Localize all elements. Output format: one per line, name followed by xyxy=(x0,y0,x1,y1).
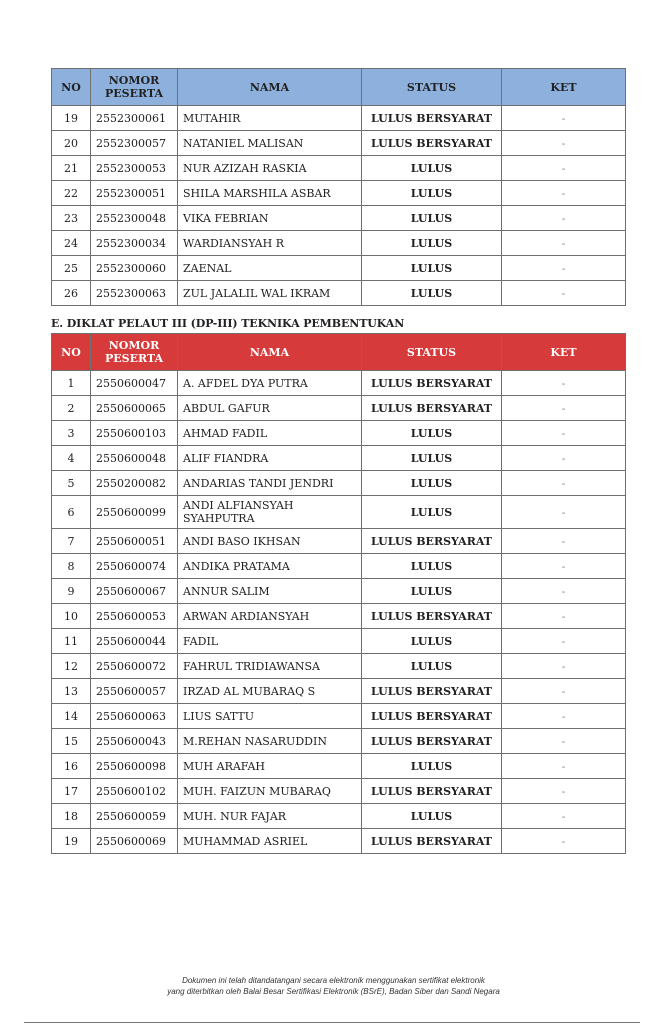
cell-status: LULUS xyxy=(362,804,502,829)
cell-nomor-peserta: 2550600047 xyxy=(91,371,178,396)
cell-no: 11 xyxy=(52,629,91,654)
cell-status: LULUS xyxy=(362,421,502,446)
cell-ket: - xyxy=(502,106,626,131)
cell-nama: LIUS SATTU xyxy=(178,704,362,729)
header-nomor-peserta xyxy=(91,69,178,106)
cell-nomor-peserta: 2550600059 xyxy=(91,804,178,829)
table-row xyxy=(52,554,626,579)
header-nomor-line2: PESERTA xyxy=(104,352,164,365)
cell-nomor-peserta: 2550600043 xyxy=(91,729,178,754)
cell-ket: - xyxy=(502,421,626,446)
cell-no: 1 xyxy=(52,371,91,396)
cell-no: 22 xyxy=(52,181,91,206)
cell-nama: M.REHAN NASARUDDIN xyxy=(178,729,362,754)
header-nomor-line1: NOMOR xyxy=(108,74,160,87)
cell-no: 13 xyxy=(52,679,91,704)
cell-nomor-peserta: 2552300053 xyxy=(91,156,178,181)
cell-nama: ABDUL GAFUR xyxy=(178,396,362,421)
cell-nama: NATANIEL MALISAN xyxy=(178,131,362,156)
cell-ket: - xyxy=(502,704,626,729)
cell-no: 24 xyxy=(52,231,91,256)
cell-nama: AHMAD FADIL xyxy=(178,421,362,446)
cell-nama: ANDARIAS TANDI JENDRI xyxy=(178,471,362,496)
cell-nama: ANDI BASO IKHSAN xyxy=(178,529,362,554)
cell-nomor-peserta: 2552300051 xyxy=(91,181,178,206)
table-row xyxy=(52,371,626,396)
cell-status: LULUS xyxy=(362,754,502,779)
cell-no: 8 xyxy=(52,554,91,579)
table-body xyxy=(52,371,626,854)
cell-status: LULUS BERSYARAT xyxy=(362,396,502,421)
cell-nama: ANDIKA PRATAMA xyxy=(178,554,362,579)
cell-nama: VIKA FEBRIAN xyxy=(178,206,362,231)
cell-status: LULUS xyxy=(362,181,502,206)
cell-status: LULUS BERSYARAT xyxy=(362,704,502,729)
cell-no: 10 xyxy=(52,604,91,629)
cell-no: 14 xyxy=(52,704,91,729)
cell-ket: - xyxy=(502,754,626,779)
cell-nama: MUH. FAIZUN MUBARAQ xyxy=(178,779,362,804)
header-no: NO xyxy=(52,334,91,371)
table-row xyxy=(52,206,626,231)
cell-nomor-peserta: 2550600072 xyxy=(91,654,178,679)
cell-nama: ANNUR SALIM xyxy=(178,579,362,604)
cell-nomor-peserta: 2550600063 xyxy=(91,704,178,729)
cell-status: LULUS xyxy=(362,156,502,181)
cell-nama: ARWAN ARDIANSYAH xyxy=(178,604,362,629)
cell-ket: - xyxy=(502,496,626,529)
cell-no: 19 xyxy=(52,829,91,854)
cell-ket: - xyxy=(502,446,626,471)
header-ket: KET xyxy=(502,69,626,106)
cell-nomor-peserta: 2550600099 xyxy=(91,496,178,529)
cell-no: 9 xyxy=(52,579,91,604)
cell-status: LULUS xyxy=(362,629,502,654)
cell-nomor-peserta: 2550600098 xyxy=(91,754,178,779)
table-row xyxy=(52,804,626,829)
cell-nama: FAHRUL TRIDIAWANSA xyxy=(178,654,362,679)
cell-status: LULUS BERSYARAT xyxy=(362,779,502,804)
cell-ket: - xyxy=(502,679,626,704)
table-row xyxy=(52,529,626,554)
table-row xyxy=(52,579,626,604)
cell-nomor-peserta: 2550200082 xyxy=(91,471,178,496)
cell-status: LULUS BERSYARAT xyxy=(362,604,502,629)
table-row xyxy=(52,396,626,421)
cell-status: LULUS xyxy=(362,446,502,471)
cell-nomor-peserta: 2552300063 xyxy=(91,281,178,306)
cell-status: LULUS xyxy=(362,554,502,579)
cell-ket: - xyxy=(502,654,626,679)
cell-nama: SHILA MARSHILA ASBAR xyxy=(178,181,362,206)
table-header-row xyxy=(52,334,626,371)
cell-no: 26 xyxy=(52,281,91,306)
header-nama: NAMA xyxy=(178,69,362,106)
cell-status: LULUS BERSYARAT xyxy=(362,679,502,704)
header-nomor-line2: PESERTA xyxy=(104,87,164,100)
cell-status: LULUS xyxy=(362,256,502,281)
cell-nama: MUHAMMAD ASRIEL xyxy=(178,829,362,854)
cell-ket: - xyxy=(502,181,626,206)
cell-nomor-peserta: 2550600102 xyxy=(91,779,178,804)
header-nomor-line1: NOMOR xyxy=(108,339,160,352)
table-row xyxy=(52,471,626,496)
cell-ket: - xyxy=(502,579,626,604)
table-row xyxy=(52,231,626,256)
cell-nama: FADIL xyxy=(178,629,362,654)
cell-ket: - xyxy=(502,156,626,181)
table-row xyxy=(52,679,626,704)
cell-status: LULUS BERSYARAT xyxy=(362,131,502,156)
cell-status: LULUS xyxy=(362,496,502,529)
table-row xyxy=(52,156,626,181)
cell-ket: - xyxy=(502,554,626,579)
header-no: NO xyxy=(52,69,91,106)
cell-no: 17 xyxy=(52,779,91,804)
cell-nomor-peserta: 2552300057 xyxy=(91,131,178,156)
cell-nomor-peserta: 2550600048 xyxy=(91,446,178,471)
table-row xyxy=(52,754,626,779)
cell-status: LULUS xyxy=(362,206,502,231)
cell-ket: - xyxy=(502,371,626,396)
cell-status: LULUS BERSYARAT xyxy=(362,529,502,554)
cell-no: 4 xyxy=(52,446,91,471)
table-header-row xyxy=(52,69,626,106)
cell-no: 21 xyxy=(52,156,91,181)
cell-nama: WARDIANSYAH R xyxy=(178,231,362,256)
cell-nomor-peserta: 2550600053 xyxy=(91,604,178,629)
cell-status: LULUS xyxy=(362,471,502,496)
cell-nomor-peserta: 2550600057 xyxy=(91,679,178,704)
cell-status: LULUS xyxy=(362,654,502,679)
results-table-continued xyxy=(51,68,626,306)
table-row xyxy=(52,704,626,729)
header-ket: KET xyxy=(502,334,626,371)
cell-nomor-peserta: 2550600067 xyxy=(91,579,178,604)
cell-status: LULUS BERSYARAT xyxy=(362,829,502,854)
cell-ket: - xyxy=(502,604,626,629)
cell-nomor-peserta: 2550600044 xyxy=(91,629,178,654)
cell-no: 25 xyxy=(52,256,91,281)
cell-nomor-peserta: 2552300061 xyxy=(91,106,178,131)
table-row xyxy=(52,654,626,679)
cell-nomor-peserta: 2550600069 xyxy=(91,829,178,854)
table-row xyxy=(52,131,626,156)
table-row xyxy=(52,181,626,206)
cell-nama: NUR AZIZAH RASKIA xyxy=(178,156,362,181)
cell-nomor-peserta: 2550600074 xyxy=(91,554,178,579)
cell-ket: - xyxy=(502,396,626,421)
cell-no: 12 xyxy=(52,654,91,679)
cell-ket: - xyxy=(502,529,626,554)
cell-nama: IRZAD AL MUBARAQ S xyxy=(178,679,362,704)
table-body xyxy=(52,106,626,306)
footer-divider xyxy=(24,1022,640,1023)
header-nama: NAMA xyxy=(178,334,362,371)
cell-status: LULUS xyxy=(362,231,502,256)
e-signature-footer xyxy=(0,975,667,997)
cell-nama: ANDI ALFIANSYAH SYAHPUTRA xyxy=(178,496,362,529)
table-row xyxy=(52,446,626,471)
section-heading: E. DIKLAT PELAUT III (DP-III) TEKNIKA PEMBENTUKAN xyxy=(51,317,405,330)
table-row xyxy=(52,106,626,131)
cell-ket: - xyxy=(502,231,626,256)
cell-nomor-peserta: 2550600051 xyxy=(91,529,178,554)
table-row xyxy=(52,281,626,306)
table-row xyxy=(52,779,626,804)
cell-nomor-peserta: 2550600065 xyxy=(91,396,178,421)
cell-no: 5 xyxy=(52,471,91,496)
cell-nomor-peserta: 2552300034 xyxy=(91,231,178,256)
cell-ket: - xyxy=(502,281,626,306)
cell-nama: A. AFDEL DYA PUTRA xyxy=(178,371,362,396)
cell-no: 6 xyxy=(52,496,91,529)
cell-ket: - xyxy=(502,829,626,854)
cell-ket: - xyxy=(502,804,626,829)
cell-nomor-peserta: 2552300048 xyxy=(91,206,178,231)
cell-nama: MUH. NUR FAJAR xyxy=(178,804,362,829)
footer-line-1: Dokumen ini telah ditandatangani secara elektronik menggunakan sertifikat elektronik xyxy=(182,976,485,985)
cell-no: 7 xyxy=(52,529,91,554)
cell-status: LULUS xyxy=(362,281,502,306)
cell-nama: ZAENAL xyxy=(178,256,362,281)
cell-no: 2 xyxy=(52,396,91,421)
cell-nama: MUTAHIR xyxy=(178,106,362,131)
table-row xyxy=(52,256,626,281)
cell-ket: - xyxy=(502,256,626,281)
table-row xyxy=(52,496,626,529)
header-status: STATUS xyxy=(362,69,502,106)
cell-no: 18 xyxy=(52,804,91,829)
table-row xyxy=(52,629,626,654)
cell-no: 19 xyxy=(52,106,91,131)
table-row xyxy=(52,421,626,446)
cell-nama: MUH ARAFAH xyxy=(178,754,362,779)
cell-nama: ALIF FIANDRA xyxy=(178,446,362,471)
footer-line-2: yang diterbitkan oleh Balai Besar Sertifikasi Elektronik (BSrE), Badan Siber dan Sandi Negara xyxy=(167,987,500,996)
table-row xyxy=(52,729,626,754)
cell-no: 23 xyxy=(52,206,91,231)
header-nomor-peserta xyxy=(91,334,178,371)
cell-no: 16 xyxy=(52,754,91,779)
cell-no: 3 xyxy=(52,421,91,446)
cell-nama: ZUL JALALIL WAL IKRAM xyxy=(178,281,362,306)
header-status: STATUS xyxy=(362,334,502,371)
cell-ket: - xyxy=(502,471,626,496)
cell-nomor-peserta: 2550600103 xyxy=(91,421,178,446)
cell-status: LULUS xyxy=(362,579,502,604)
cell-ket: - xyxy=(502,729,626,754)
cell-ket: - xyxy=(502,779,626,804)
table-row xyxy=(52,604,626,629)
table-row xyxy=(52,829,626,854)
cell-status: LULUS BERSYARAT xyxy=(362,729,502,754)
cell-status: LULUS BERSYARAT xyxy=(362,106,502,131)
cell-status: LULUS BERSYARAT xyxy=(362,371,502,396)
cell-ket: - xyxy=(502,629,626,654)
cell-nomor-peserta: 2552300060 xyxy=(91,256,178,281)
results-table-teknika xyxy=(51,333,626,854)
cell-no: 15 xyxy=(52,729,91,754)
cell-ket: - xyxy=(502,206,626,231)
cell-no: 20 xyxy=(52,131,91,156)
cell-ket: - xyxy=(502,131,626,156)
